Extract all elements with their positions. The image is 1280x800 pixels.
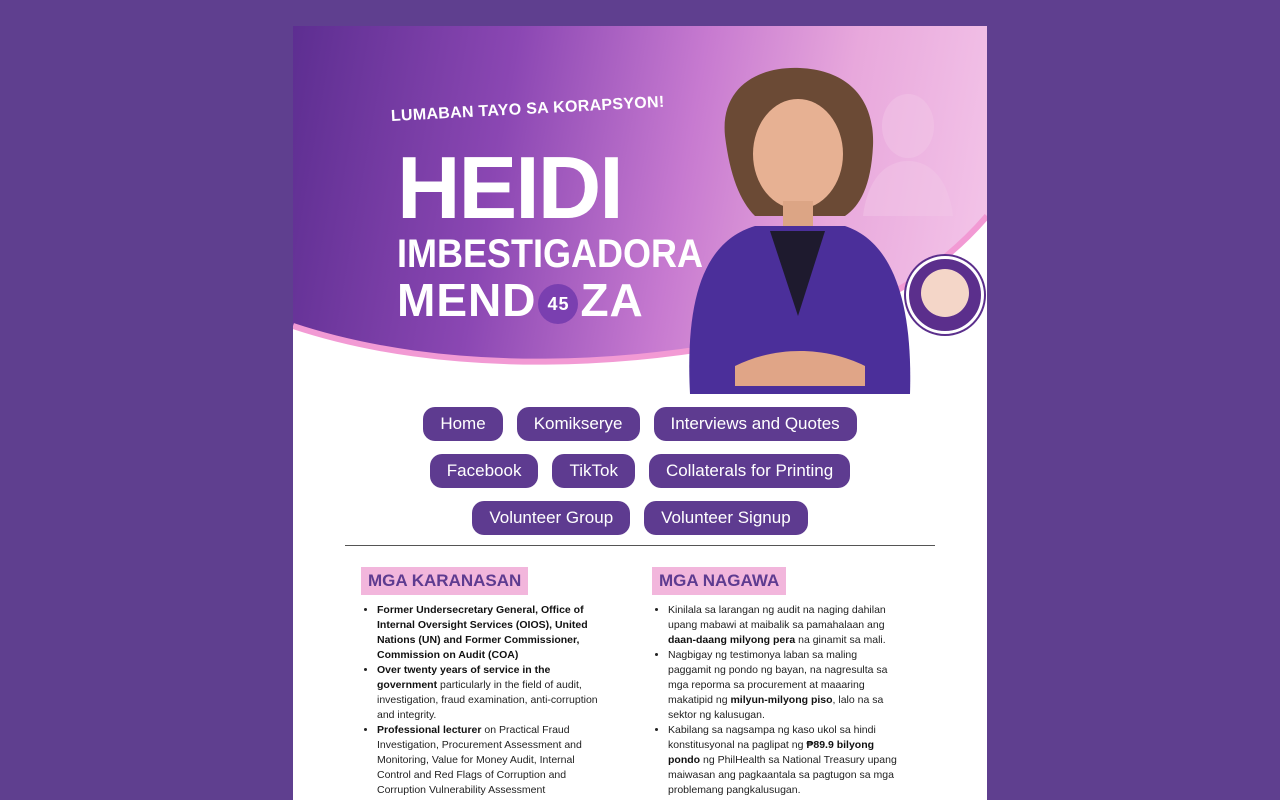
nav-home-button[interactable]: Home	[423, 407, 502, 441]
nagawa-section	[652, 567, 902, 798]
ballot-number-badge: 45	[538, 284, 578, 324]
hero-tagline: LUMABAN TAYO SA KORAPSYON!	[390, 93, 665, 125]
candidate-sticker-logo	[906, 256, 984, 334]
section-divider	[345, 545, 935, 546]
nav-row-2	[293, 454, 987, 488]
page-container	[293, 26, 987, 800]
nav-volunteer-group-button[interactable]: Volunteer Group	[472, 501, 630, 535]
list-item-text: Kinilala sa larangan ng audit na naging dahilan upang mabawi at maibalik sa pamahalaan ang	[668, 604, 886, 631]
nav-row-3	[293, 501, 987, 535]
list-item	[377, 723, 611, 798]
list-item-text: Nagbigay ng testimonya laban sa maling paggamit ng pondo ng bayan, na nagresulta sa mga reporma sa procurement at maaaring makatipid ng	[668, 649, 888, 706]
nav-interviews-button[interactable]: Interviews and Quotes	[654, 407, 857, 441]
list-item-bold: Over twenty years of service in the government	[377, 664, 551, 691]
karanasan-list	[361, 603, 611, 798]
list-item	[668, 603, 902, 648]
hero-name-last-b: ZA	[580, 274, 644, 326]
list-item-bold: Professional lecturer	[377, 724, 482, 736]
list-item-text: particularly in the field of audit, investigation, fraud examination, anti-corruption and integrity.	[377, 679, 598, 721]
nagawa-heading: MGA NAGAWA	[652, 567, 786, 595]
list-item-text: ng PhilHealth sa National Treasury upang maiwasan ang pagkaantala sa pagtugon sa mga problemang pangkalusugan.	[668, 754, 897, 796]
nav-komikserye-button[interactable]: Komikserye	[517, 407, 640, 441]
main-navigation	[293, 407, 987, 548]
list-item-text: , lalo na sa sektor ng kalusugan.	[668, 694, 884, 721]
candidate-portrait	[685, 66, 915, 394]
karanasan-section	[361, 567, 611, 798]
list-item	[377, 663, 611, 723]
list-item-bold: ₱89.9 bilyong pondo	[668, 739, 875, 766]
list-item-bold: Former Undersecretary General, Office of Internal Oversight Services (OIOS), United Nations (UN) and Former Commissioner, Commission on Audit (COA)	[377, 604, 588, 661]
hero-name-last	[397, 276, 644, 324]
nav-row-1	[293, 407, 987, 441]
list-item-text: on Practical Fraud Investigation, Procurement Assessment and Monitoring, Value for Money Audit, Internal Control and Red Flags of Corruption and Corruption Vulnerability Assessment	[377, 724, 582, 796]
list-item	[668, 723, 902, 798]
nav-facebook-button[interactable]: Facebook	[430, 454, 539, 488]
nav-tiktok-button[interactable]: TikTok	[552, 454, 635, 488]
hero-banner	[293, 26, 987, 394]
hero-name-nickname: IMBESTIGADORA	[397, 232, 703, 276]
list-item-bold: milyun-milyong piso	[730, 694, 833, 706]
karanasan-heading: MGA KARANASAN	[361, 567, 528, 595]
hero-name-first: HEIDI	[397, 138, 622, 237]
list-item-text: Kabilang sa nagsampa ng kaso ukol sa hindi konstitusyonal na paglipat ng	[668, 724, 876, 751]
list-item	[668, 648, 902, 723]
list-item-bold: daan-daang milyong pera	[668, 634, 796, 646]
hero-name-last-a: MEND	[397, 274, 537, 326]
nav-volunteer-signup-button[interactable]: Volunteer Signup	[644, 501, 808, 535]
nav-collaterals-button[interactable]: Collaterals for Printing	[649, 454, 850, 488]
nagawa-list	[652, 603, 902, 798]
caricature-face-icon	[921, 269, 969, 317]
list-item-text: na ginamit sa mali.	[795, 634, 886, 646]
list-item	[377, 603, 611, 663]
